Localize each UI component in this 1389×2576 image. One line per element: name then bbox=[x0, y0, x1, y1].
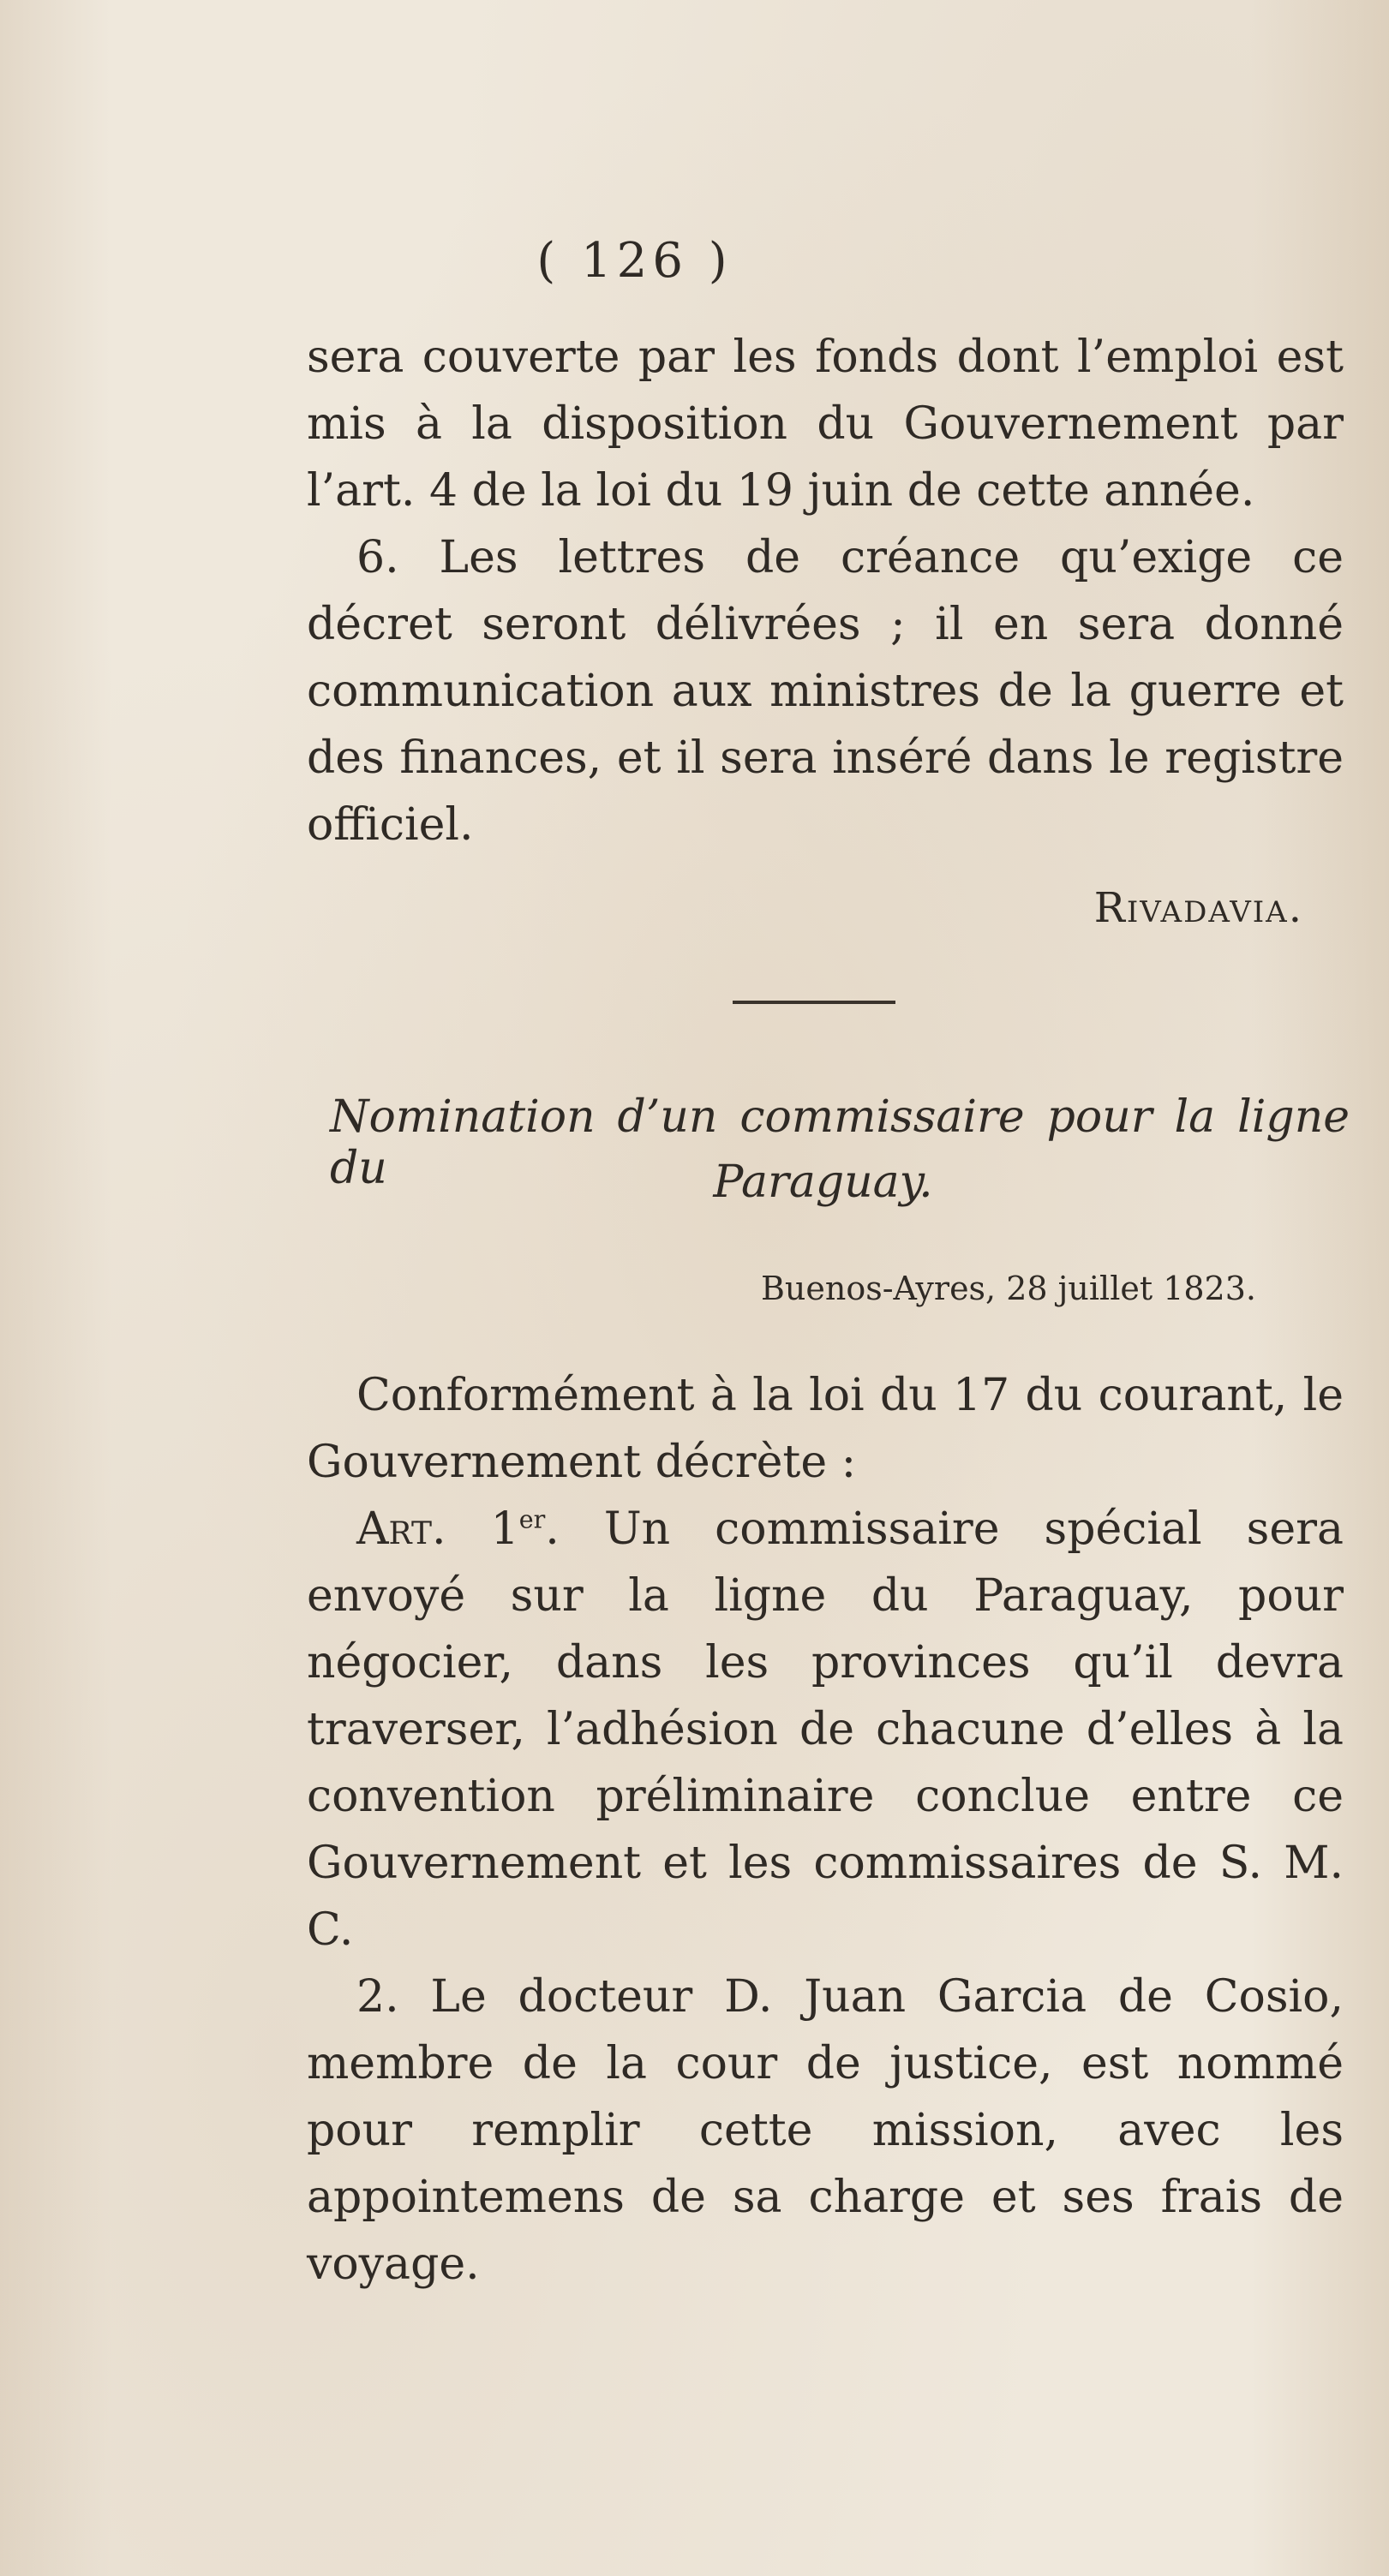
article-1-label: Art. bbox=[356, 1503, 446, 1555]
section-divider bbox=[733, 1001, 895, 1004]
decree-title-line-1: Nomination d’un commissaire pour la ligne du bbox=[330, 1091, 1350, 1194]
decree-title-line-2: Paraguay. bbox=[713, 1157, 933, 1208]
article-1-text: . Un commissaire spécial sera envoyé sur la ligne du Paraguay, pour négocier, dans les provinces qu’il devra traverser, l’adhésion de chacune d’elles à la convention préliminaire conclue entre ce Gouvernement et les commissaires de S. M. C. bbox=[307, 1503, 1344, 1956]
paragraph-funding: sera couverte par les fonds dont l’emploi est mis à la disposition du Gouvernement par l’art. 4 de la loi du 19 juin de cette année. bbox=[307, 332, 1344, 517]
decree-body bbox=[307, 1362, 1344, 2298]
paragraph-preamble: Conformément à la loi du 17 du courant, le Gouvernement décrète : bbox=[307, 1370, 1344, 1488]
article-1-number: 1 bbox=[490, 1503, 519, 1555]
dateline: Buenos-Ayres, 28 juillet 1823. bbox=[760, 1270, 1256, 1307]
page-number: ( 126 ) bbox=[536, 233, 733, 289]
paragraph-article-2: 2. Le docteur D. Juan Garcia de Cosio, membre de la cour de justice, est nommé pour remplir cette mission, avec les appointemens de sa charge et ses frais de voyage. bbox=[307, 1971, 1344, 2290]
decree-continuation bbox=[307, 324, 1344, 858]
paragraph-article-6: 6. Les lettres de créance qu’exige ce décret seront délivrées ; il en sera donné communication aux ministres de la guerre et des finances, et il sera inséré dans le registre officiel. bbox=[307, 532, 1344, 851]
article-1-superscript: er bbox=[518, 1504, 546, 1534]
paragraph-article-1 bbox=[307, 1496, 1344, 1963]
signature-rivadavia: Rivadavia. bbox=[1093, 884, 1303, 932]
